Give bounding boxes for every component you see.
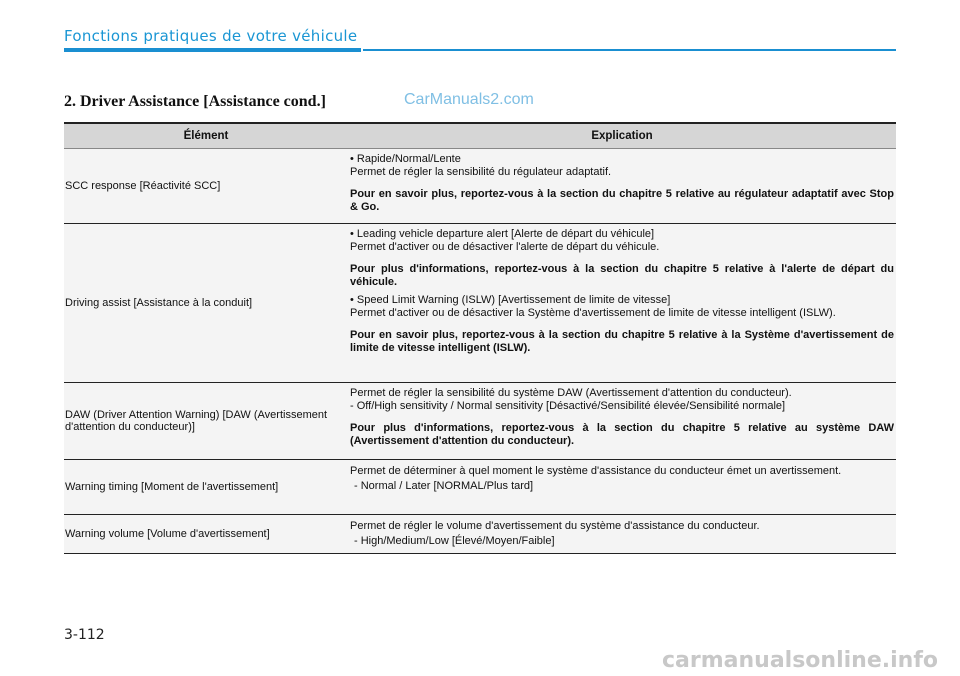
- explication-note: Pour en savoir plus, reportez-vous à la section du chapitre 5 relative au régulateur adaptatif avec Stop & Go.: [350, 188, 894, 213]
- explication-line: • Rapide/Normal/Lente: [350, 153, 461, 165]
- explication-line: Permet d'activer ou de désactiver l'alerte de départ du véhicule.: [350, 240, 660, 253]
- explication-line: Permet de déterminer à quel moment le système d'assistance du conducteur émet un avertissement.: [350, 465, 842, 477]
- explication-note: Pour plus d'informations, reportez-vous à la section du chapitre 5 relative à l'alerte de départ du véhicule.: [350, 263, 894, 288]
- element-cell: Warning timing [Moment de l'avertissement]: [64, 460, 348, 515]
- explication-line: Permet de régler le volume d'avertissement du système d'assistance du conducteur.: [350, 520, 760, 532]
- chapter-header-title: Fonctions pratiques de votre véhicule: [64, 27, 358, 45]
- footer-watermark: carmanualsonline.info: [662, 648, 938, 673]
- explication-line: - High/Medium/Low [Élevé/Moyen/Faible]: [354, 535, 555, 547]
- explication-note: Pour plus d'informations, reportez-vous à la section du chapitre 5 relative au système DAW (Avertissement d'attention du conducteur).: [350, 422, 894, 447]
- explication-cell: [348, 383, 896, 460]
- table-row: [64, 383, 896, 460]
- explication-cell: [348, 149, 896, 224]
- explication-line: • Leading vehicle departure alert [Alerte de départ du véhicule]: [350, 228, 655, 240]
- explication-line: - Normal / Later [NORMAL/Plus tard]: [354, 480, 534, 492]
- header-rule-thick: [64, 48, 361, 52]
- explication-note: Pour en savoir plus, reportez-vous à la section du chapitre 5 relative à la Système d'avertissement de limite de vitesse intelligent (ISLW).: [350, 329, 894, 354]
- element-cell: Driving assist [Assistance à la conduit]: [64, 224, 348, 383]
- element-cell: SCC response [Réactivité SCC]: [64, 149, 348, 224]
- table-row: [64, 460, 896, 515]
- table-header-row: [64, 123, 896, 149]
- element-cell: DAW (Driver Attention Warning) [DAW (Avertissement d'attention du conducteur)]: [64, 383, 348, 460]
- column-header-explication: Explication: [348, 123, 896, 149]
- explication-cell: [348, 515, 896, 554]
- header-rule-thin: [363, 49, 896, 51]
- explication-line: Permet de régler la sensibilité du système DAW (Avertissement d'attention du conducteur).: [350, 387, 792, 399]
- table-row: [64, 149, 896, 224]
- page-number: 3-112: [64, 627, 105, 643]
- column-header-element: Élément: [64, 123, 348, 149]
- explication-cell: [348, 460, 896, 515]
- explication-line: - Off/High sensitivity / Normal sensitivity [Désactivé/Sensibilité élevée/Sensibilité normale]: [350, 399, 786, 412]
- explication-line: • Speed Limit Warning (ISLW) [Avertissement de limite de vitesse]: [350, 294, 671, 306]
- explication-line: Permet d'activer ou de désactiver la Système d'avertissement de limite de vitesse intelligent (ISLW).: [350, 306, 836, 319]
- explication-cell: [348, 224, 896, 383]
- settings-table: [64, 122, 896, 554]
- table-row: [64, 515, 896, 554]
- watermark-text: CarManuals2.com: [404, 91, 534, 108]
- section-title: 2. Driver Assistance [Assistance cond.]: [64, 93, 326, 110]
- element-cell: Warning volume [Volume d'avertissement]: [64, 515, 348, 554]
- table-row: [64, 224, 896, 383]
- explication-line: Permet de régler la sensibilité du régulateur adaptatif.: [350, 165, 612, 178]
